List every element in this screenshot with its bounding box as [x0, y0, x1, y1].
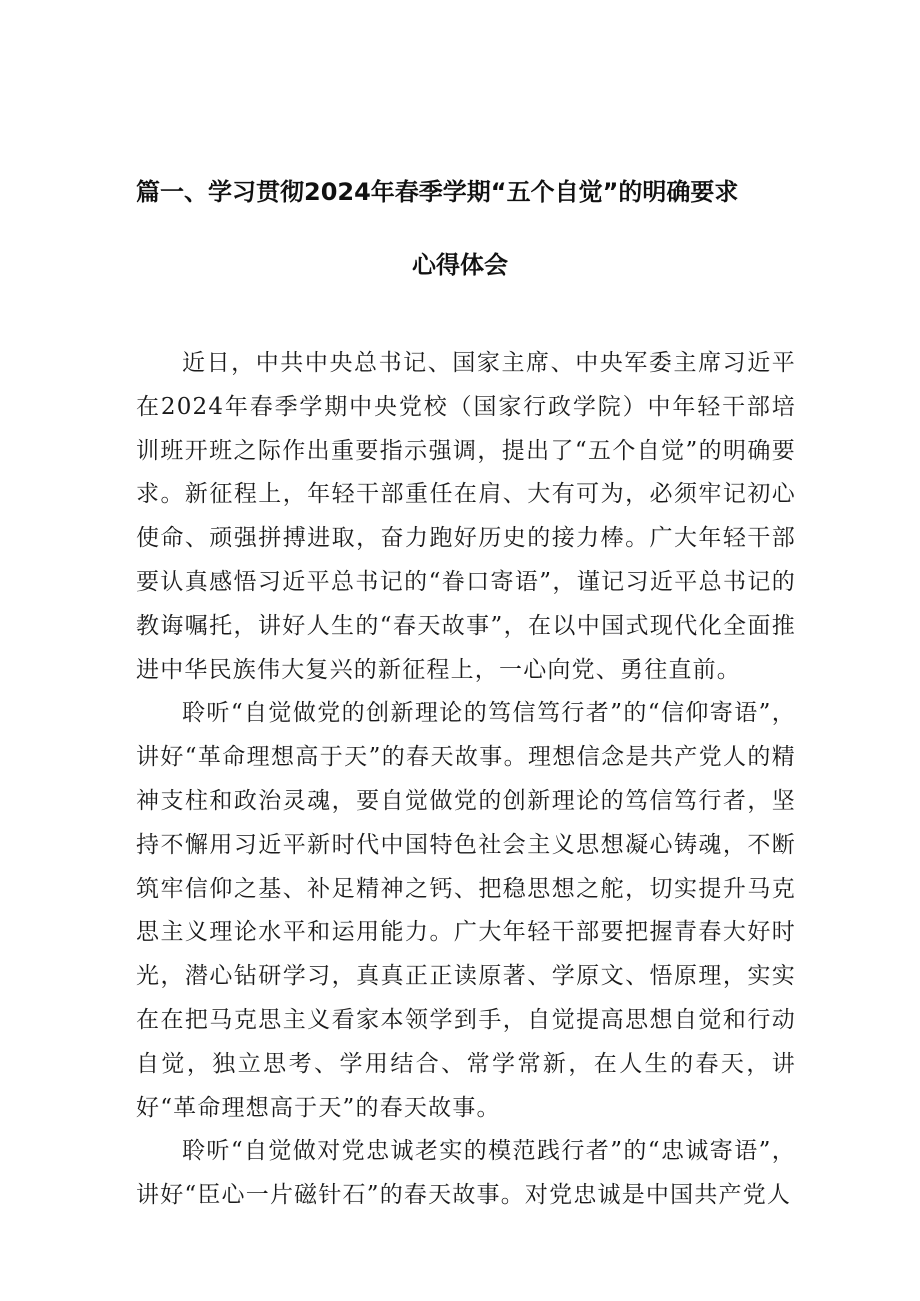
- paragraph-2: 聆听“自觉做党的创新理论的笃信笃行者”的“信仰寄语”，讲好“革命理想高于天”的春天故事。理想信念是共产党人的精神支柱和政治灵魂，要自觉做党的创新理论的笃信笃行者，坚持不懈用习近平新时代中国特色社会主义思想凝心铸魂，不断筑牢信仰之基、补足精神之钙、把稳思想之舵，切实提升马克思主义理论水平和运用能力。广大年轻干部要把握青春大好时光，潜心钻研学习，真真正正读原著、学原文、悟原理，实实在在把马克思主义看家本领学到手，自觉提高思想自觉和行动自觉，独立思考、学用结合、常学常新，在人生的春天，讲好“革命理想高于天”的春天故事。: [136, 700, 796, 1121]
- document-body: [136, 342, 796, 1218]
- document-title-line2: 心得体会: [412, 251, 508, 279]
- document-title-line1: 篇一、学习贯彻2024年春季学期“五个自觉”的明确要求: [136, 178, 739, 206]
- paragraph-3: 聆听“自觉做对党忠诚老实的模范践行者”的“忠诚寄语”，讲好“臣心一片磁针石”的春天故事。对党忠诚是中国共产党人: [136, 1138, 796, 1209]
- paragraph-1: 近日，中共中央总书记、国家主席、中央军委主席习近平在2024年春季学期中央党校（国家行政学院）中年轻干部培训班开班之际作出重要指示强调，提出了“五个自觉”的明确要求。新征程上，年轻干部重任在肩、大有可为，必须牢记初心使命、顽强拼搏进取，奋力跑好历史的接力棒。广大年轻干部要认真感悟习近平总书记的“眷口寄语”，谨记习近平总书记的教诲嘱托，讲好人生的“春天故事”，在以中国式现代化全面推进中华民族伟大复兴的新征程上，一心向党、勇往直前。: [136, 350, 796, 683]
